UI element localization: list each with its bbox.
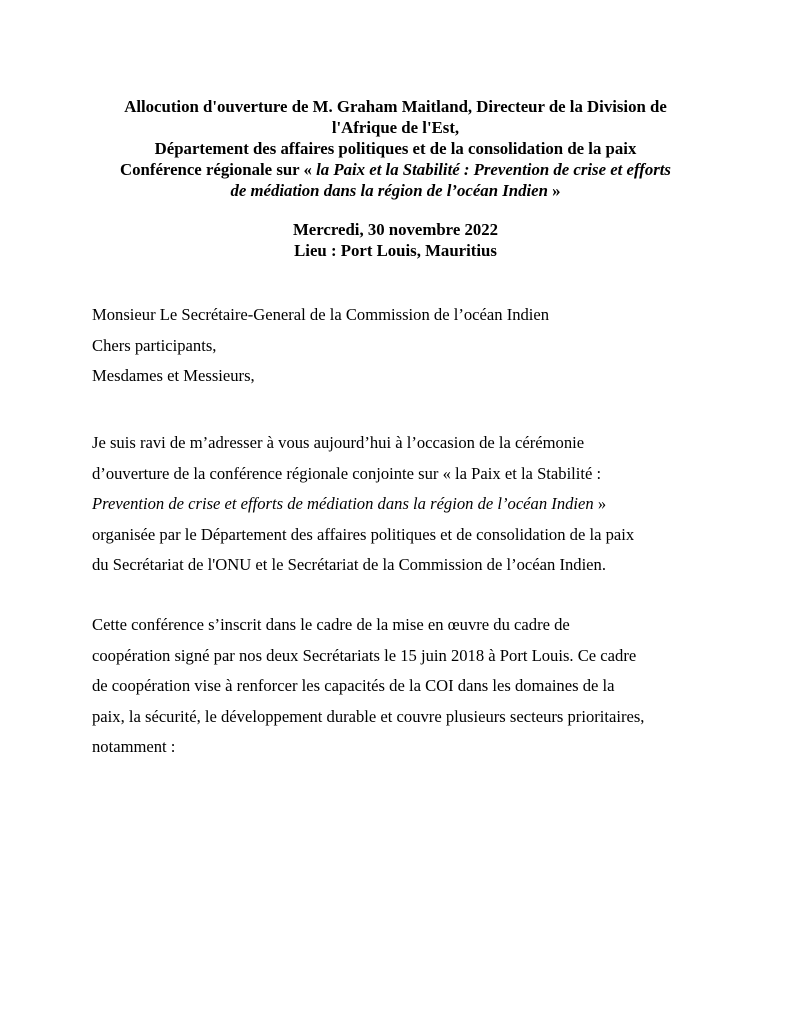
title-line-2: l'Afrique de l'Est, — [331, 118, 460, 137]
title-line-3: Département des affaires politiques et de la consolidation de la paix — [154, 139, 637, 158]
title-line-4-italic: la Paix et la Stabilité : Prevention de crise et efforts — [316, 160, 671, 179]
date-line: Mercredi, 30 novembre 2022 — [292, 220, 499, 239]
location-line: Lieu : Port Louis, Mauritius — [294, 241, 497, 260]
paragraph-1-line-3-italic: Prevention de crise et efforts de médiation dans la région de l’océan Indien — [92, 494, 594, 513]
document-title — [60, 96, 731, 201]
salutation-line-1: Monsieur Le Secrétaire-General de la Commission de l’océan Indien — [92, 305, 550, 324]
paragraph-1-line-4: organisée par le Département des affaires politiques et de consolidation de la paix — [92, 524, 635, 544]
paragraph-2-line-5: notamment : — [92, 737, 176, 756]
paragraph-1-line-1: Je suis ravi de m’adresser à vous aujourd’hui à l’occasion de la cérémonie — [92, 433, 585, 452]
title-line-5-suffix: » — [547, 181, 561, 200]
date-location — [60, 219, 731, 261]
title-line-5 — [60, 180, 731, 201]
paragraph-1-line-3-suffix: » — [593, 494, 607, 513]
title-line-4 — [60, 159, 731, 180]
paragraph-1-line-5: du Secrétariat de l'ONU et le Secrétariat de la Commission de l’océan Indien. — [92, 555, 606, 574]
salutation-line-2: Chers participants, — [92, 335, 217, 355]
paragraph-1 — [92, 428, 732, 581]
salutation — [92, 300, 732, 392]
paragraph-2-line-4: paix, la sécurité, le développement durable et couvre plusieurs secteurs prioritaires, — [92, 706, 645, 726]
paragraph-1-line-2: d’ouverture de la conférence régionale conjointe sur « la Paix et la Stabilité : — [92, 463, 602, 483]
title-line-4-prefix: Conférence régionale sur « — [120, 160, 317, 179]
paragraph-1-line-3 — [92, 489, 732, 520]
salutation-line-3: Mesdames et Messieurs, — [92, 366, 255, 385]
paragraph-2-line-2: coopération signé par nos deux Secrétariats le 15 juin 2018 à Port Louis. Ce cadre — [92, 645, 637, 665]
paragraph-2-line-1: Cette conférence s’inscrit dans le cadre de la mise en œuvre du cadre de — [92, 615, 570, 634]
paragraph-2 — [92, 610, 732, 763]
title-line-1: Allocution d'ouverture de M. Graham Maitland, Directeur de la Division de — [124, 97, 667, 116]
paragraph-2-line-3: de coopération vise à renforcer les capacités de la COI dans les domaines de la — [92, 676, 615, 695]
title-line-5-italic: de médiation dans la région de l’océan Indien — [230, 181, 548, 200]
